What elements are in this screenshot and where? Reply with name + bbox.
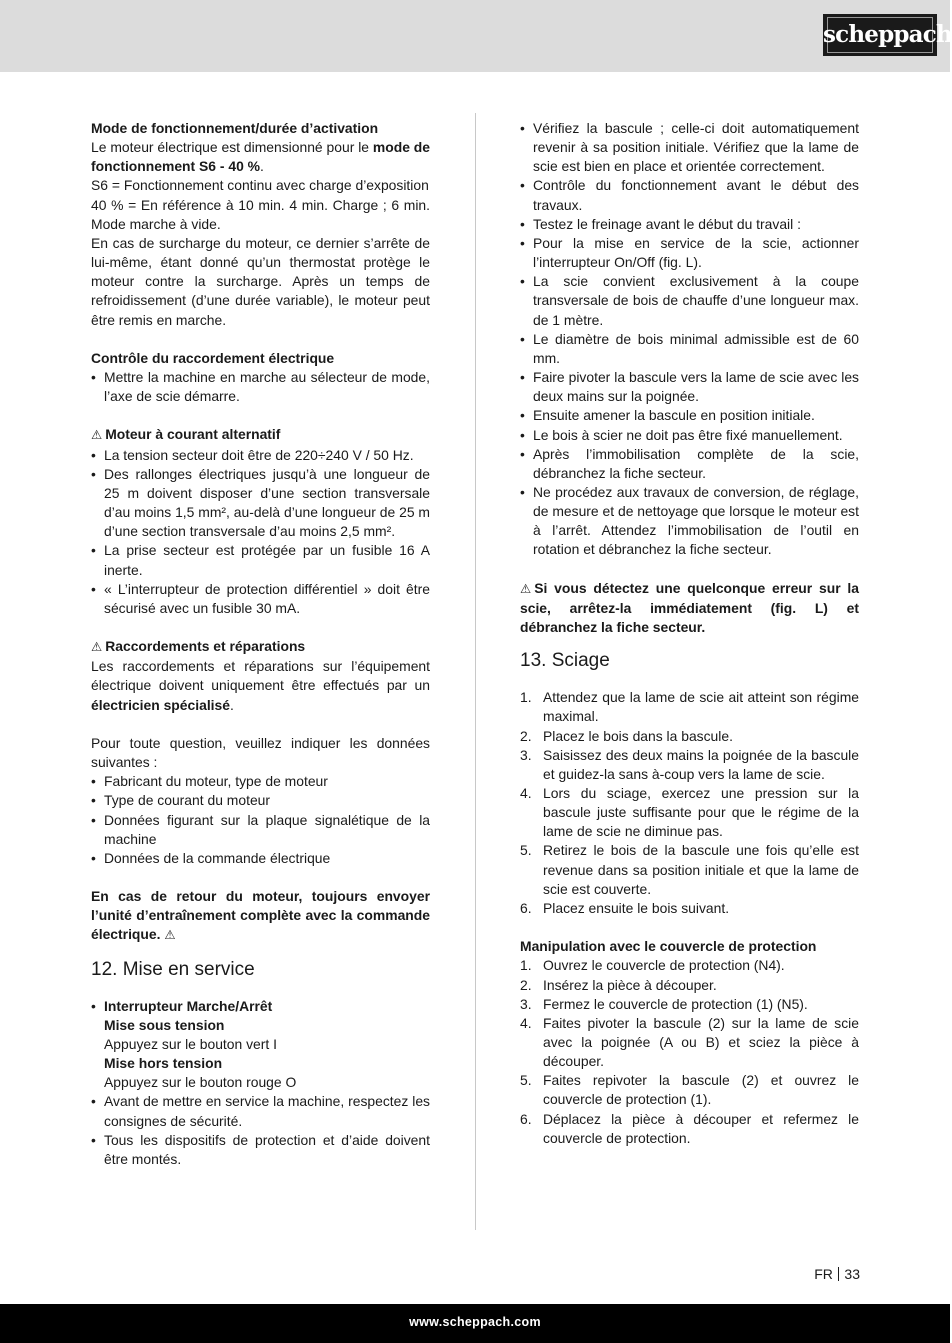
- warning-icon: ⚠: [91, 640, 103, 655]
- step-item: 4. Lors du sciage, exercez une pression sur la bascule juste suffisante pour que le régime de la lame de scie ne diminue pas.: [520, 784, 859, 840]
- list-item: • La scie convient exclusivement à la coupe transversale de bois de chauffe d’une longueur max. de 1 mètre.: [520, 272, 859, 329]
- section-12-title: 12. Mise en service: [91, 958, 255, 980]
- list-item: • Données de la commande électrique: [91, 849, 430, 868]
- language-code: FR: [814, 1266, 833, 1282]
- switch-off-text: Appuyez sur le bouton rouge O: [104, 1074, 297, 1091]
- page-separator: [838, 1267, 840, 1281]
- step-item: 4. Faites pivoter la bascule (2) sur la lame de scie avec la poignée (A ou B) et sciez la pièce à découper.: [520, 1014, 859, 1070]
- step-item: 2. Placez le bois dans la bascule.: [520, 727, 733, 744]
- list-item: • Après l’immobilisation complète de la scie, débranchez la fiche secteur.: [520, 445, 859, 483]
- list-item: • Vérifiez la bascule ; celle-ci doit automatiquement revenir à sa position initiale. Vérifiez que la lame de scie est bien en place et orientée correctement.: [520, 119, 859, 176]
- cover-steps: [520, 956, 859, 1148]
- section-13-title: 13. Sciage: [520, 650, 610, 672]
- warning-icon: ⚠: [520, 581, 532, 596]
- website-link[interactable]: www.scheppach.com: [409, 1315, 541, 1329]
- switch-heading: • Interrupteur Marche/Arrêt: [104, 997, 273, 1014]
- step-item: 2. Insérez la pièce à découper.: [520, 976, 717, 993]
- list-item: • Mettre la machine en marche au sélecteur de mode, l’axe de scie démarre.: [91, 368, 430, 406]
- mode-paragraph-4: En cas de surcharge du moteur, ce dernier s’arrête de lui-même, étant donné qu’un thermostat protège le moteur contre la surcharge. Après un temps de refroidissement (d’une durée variable), le moteur peut être remis en marche.: [91, 234, 430, 328]
- list-item: • Testez le freinage avant le début du travail :: [520, 215, 859, 234]
- step-item: 1. Ouvrez le couvercle de protection (N4).: [520, 957, 785, 974]
- check-list: [520, 119, 859, 560]
- list-item: • Type de courant du moteur: [91, 791, 430, 810]
- list-item: • La prise secteur est protégée par un fusible 16 A inerte.: [91, 541, 430, 579]
- mode-paragraph-3: 40 % = En référence à 10 min. 4 min. Charge ; 6 min. Mode marche à vide.: [91, 196, 430, 232]
- list-item: • Le diamètre de bois minimal admissible est de 60 mm.: [520, 330, 859, 368]
- list-item: • Pour la mise en service de la scie, actionner l’interrupteur On/Off (fig. L).: [520, 234, 859, 272]
- step-item: 5. Faites repivoter la bascule (2) et ouvrez le couvercle de protection (1).: [520, 1072, 859, 1108]
- electrical-check-heading: Contrôle du raccordement électrique: [91, 349, 335, 366]
- mode-paragraph-1: Le moteur électrique est dimensionné pour le mode de fonctionnement S6 - 40 %.: [91, 139, 430, 175]
- step-item: 1. Attendez que la lame de scie ait atteint son régime maximal.: [520, 689, 859, 725]
- right-column: [520, 119, 859, 1148]
- footer-band: [0, 1304, 950, 1343]
- scheppach-logo[interactable]: scheppach: [823, 14, 937, 56]
- step-item: 6. Placez ensuite le bois suivant.: [520, 899, 730, 916]
- mode-paragraph-2: S6 = Fonctionnement continu avec charge d’exposition: [91, 177, 429, 194]
- step-item: 3. Saisissez des deux mains la poignée de la bascule et guidez-la sans à-coup vers la lame de scie.: [520, 746, 859, 782]
- switch-item: [91, 997, 430, 1093]
- cover-heading: Manipulation avec le couvercle de protection: [520, 938, 817, 955]
- switch-on-heading: Mise sous tension: [104, 1016, 225, 1033]
- list-item: • Contrôle du fonctionnement avant le début des travaux.: [520, 176, 859, 214]
- list-item: • Données figurant sur la plaque signalétique de la machine: [91, 811, 430, 849]
- ac-motor-list: [91, 446, 430, 618]
- list-item: • Ensuite amener la bascule en position initiale.: [520, 406, 859, 425]
- questions-list: [91, 772, 430, 868]
- list-item: • Avant de mettre en service la machine, respectez les consignes de sécurité.: [91, 1092, 430, 1130]
- list-item: • Faire pivoter la bascule vers la lame de scie avec les deux mains sur la poignée.: [520, 368, 859, 406]
- warning-icon: ⚠: [164, 928, 176, 943]
- list-item: • Tous les dispositifs de protection et d’aide doivent être montés.: [91, 1131, 430, 1169]
- step-item: 3. Fermez le couvercle de protection (1) (N5).: [520, 995, 808, 1012]
- switch-off-heading: Mise hors tension: [104, 1055, 223, 1072]
- questions-intro: Pour toute question, veuillez indiquer les données suivantes :: [91, 734, 430, 771]
- motor-return-note: En cas de retour du moteur, toujours envoyer l’unité d’entraînement complète avec la commande électrique. ⚠: [91, 887, 430, 945]
- list-item: • Le bois à scier ne doit pas être fixé manuellement.: [520, 426, 859, 445]
- page-number: [800, 1264, 860, 1284]
- step-item: 6. Déplacez la pièce à découper et refermez le couvercle de protection.: [520, 1110, 859, 1146]
- ac-motor-heading: ⚠ Moteur à courant alternatif: [91, 425, 430, 445]
- list-item: • Fabricant du moteur, type de moteur: [91, 772, 430, 791]
- list-item: • La tension secteur doit être de 220÷240 V / 50 Hz.: [91, 446, 430, 465]
- start-list: [91, 997, 430, 1169]
- warning-icon: ⚠: [91, 428, 103, 443]
- mode-heading: Mode de fonctionnement/durée d’activation: [91, 120, 379, 136]
- connections-heading: ⚠ Raccordements et réparations: [91, 637, 430, 657]
- error-warning-note: ⚠ Si vous détectez une quelconque erreur sur la scie, arrêtez-la immédiatement (fig. L) et débranchez la fiche secteur.: [520, 579, 859, 636]
- page-number-value: 33: [844, 1266, 860, 1282]
- left-column: [91, 119, 430, 1169]
- column-divider: [475, 113, 476, 1230]
- list-item: • « L’interrupteur de protection différentiel » doit être sécurisé avec un fusible 30 mA.: [91, 580, 430, 618]
- switch-on-text: Appuyez sur le bouton vert I: [104, 1035, 277, 1052]
- list-item: • Des rallonges électriques jusqu’à une longueur de 25 m doivent disposer d’une section transversale d’au moins 1,5 mm², au-delà d’une longueur de 25 m d’une section transversale d’au moins 2,5 mm².: [91, 465, 430, 542]
- electrical-check-list: [91, 368, 430, 406]
- step-item: 5. Retirez le bois de la bascule une fois qu’elle est revenue dans sa position initiale et que la lame de scie est couverte.: [520, 842, 859, 897]
- connections-paragraph: Les raccordements et réparations sur l’équipement électrique doivent uniquement être effectués par un électricien spécialisé.: [91, 658, 430, 713]
- header-band: [0, 0, 950, 72]
- sawing-steps: [520, 688, 859, 918]
- list-item: • Ne procédez aux travaux de conversion, de réglage, de mesure et de nettoyage que lorsque le moteur est à l’arrêt. Attendez l’immobilisation de l’outil en rotation et débranchez la fiche secteur.: [520, 483, 859, 560]
